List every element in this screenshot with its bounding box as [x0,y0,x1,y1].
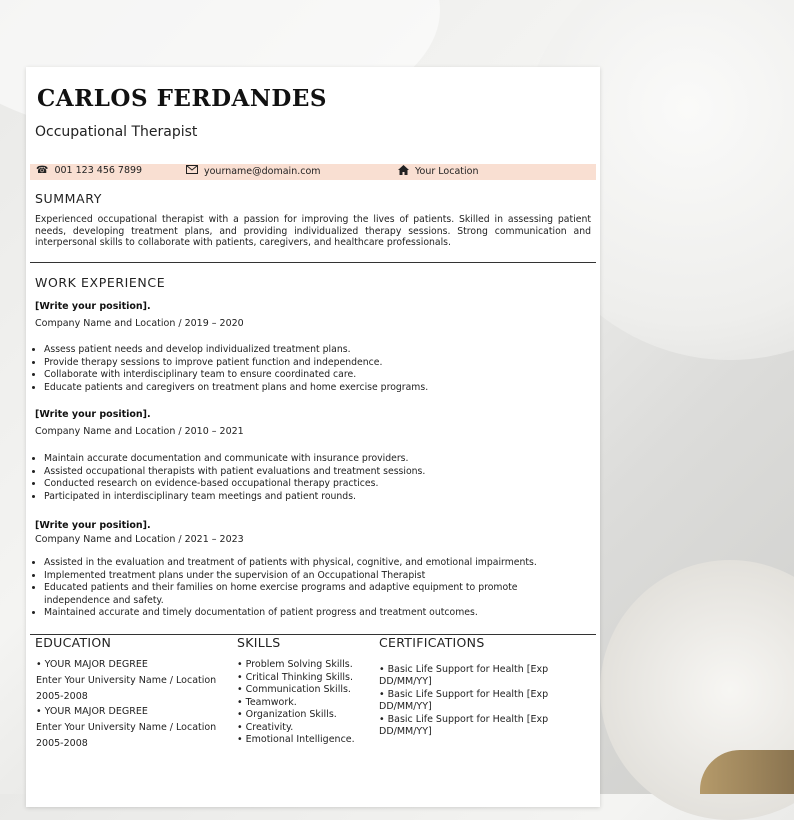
candidate-name: CARLOS FERDANDES [37,85,327,112]
list-item: • Collaborate with interdisciplinary team to ensure coordinated care. [44,369,584,382]
phone-icon: ☎ [36,164,49,176]
divider [30,634,596,635]
job-position: [Write your position]. [35,301,151,312]
summary-heading: SUMMARY [35,191,102,206]
work-heading: WORK EXPERIENCE [35,275,166,290]
education-entry [36,705,236,753]
list-item: • Emotional Intelligence. [237,734,355,747]
job-bullets [26,344,584,394]
education-entry [36,658,236,706]
list-item: • Maintain accurate documentation and communicate with insurance providers. [44,453,584,466]
list-item: • Assisted in the evaluation and treatment of patients with physical, cognitive, and emotional impairments. [44,557,584,570]
email-text: yourname@domain.com [204,165,321,177]
job-company: Company Name and Location / 2021 – 2023 [35,534,244,545]
certifications-list [379,664,559,739]
list-item: • Creativity. [237,722,355,735]
job-position: [Write your position]. [35,520,151,531]
list-item: • Maintained accurate and timely documentation of patient progress and treatment outcomes. [44,607,584,620]
skills-heading: SKILLS [237,635,281,650]
resume-page [26,67,600,807]
list-item: • Assisted occupational therapists with patient evaluations and treatment sessions. [44,466,584,479]
list-item: • Teamwork. [237,697,355,710]
list-item: • Basic Life Support for Health [Exp DD/MM/YY] [379,689,559,713]
divider [30,262,596,263]
list-item: • Problem Solving Skills. [237,659,355,672]
school: Enter Your University Name / Location [36,722,217,733]
job-position: [Write your position]. [35,409,151,420]
list-item: • Assess patient needs and develop individualized treatment plans. [44,344,584,357]
list-item: • Participated in interdisciplinary team meetings and patient rounds. [44,491,584,504]
job-company: Company Name and Location / 2019 – 2020 [35,318,244,329]
degree: • YOUR MAJOR DEGREE [36,659,148,670]
summary-text: Experienced occupational therapist with a passion for improving the lives of patients. Skilled in assessing patient needs, developing treatment plans, and providing individualized therapy sessions. Strong communication and interpersonal skills to collaborate with patients, caregivers, and healthcare professionals. [35,214,591,248]
school: Enter Your University Name / Location [36,675,217,686]
years: 2005-2008 [36,691,88,702]
phone-text: 001 123 456 7899 [54,165,143,176]
list-item: • Communication Skills. [237,684,355,697]
home-icon [398,165,409,178]
envelope-icon [186,165,198,177]
contact-phone [36,165,142,176]
list-item: • Educate patients and caregivers on treatment plans and home exercise programs. [44,382,584,395]
job-bullets [26,453,584,503]
contact-location [398,165,478,178]
location-text: Your Location [415,166,479,177]
list-item: • Educated patients and their families on home exercise programs and adaptive equipment to promote independence and safety. [44,582,584,607]
contact-email [186,165,321,177]
list-item: • Provide therapy sessions to improve patient function and independence. [44,357,584,370]
job-title: Occupational Therapist [35,124,198,140]
degree: • YOUR MAJOR DEGREE [36,706,148,717]
list-item: • Organization Skills. [237,709,355,722]
list-item: • Implemented treatment plans under the supervision of an Occupational Therapist [44,570,584,583]
years: 2005-2008 [36,738,88,749]
job-bullets [26,557,584,620]
list-item: • Conducted research on evidence-based occupational therapy practices. [44,478,584,491]
job-company: Company Name and Location / 2010 – 2021 [35,426,244,437]
list-item: • Critical Thinking Skills. [237,672,355,685]
list-item: • Basic Life Support for Health [Exp DD/MM/YY] [379,664,559,688]
certifications-heading: CERTIFICATIONS [379,635,485,650]
list-item: • Basic Life Support for Health [Exp DD/MM/YY] [379,714,559,738]
skills-list [237,659,355,747]
education-heading: EDUCATION [35,635,112,650]
contact-bar [30,164,596,180]
